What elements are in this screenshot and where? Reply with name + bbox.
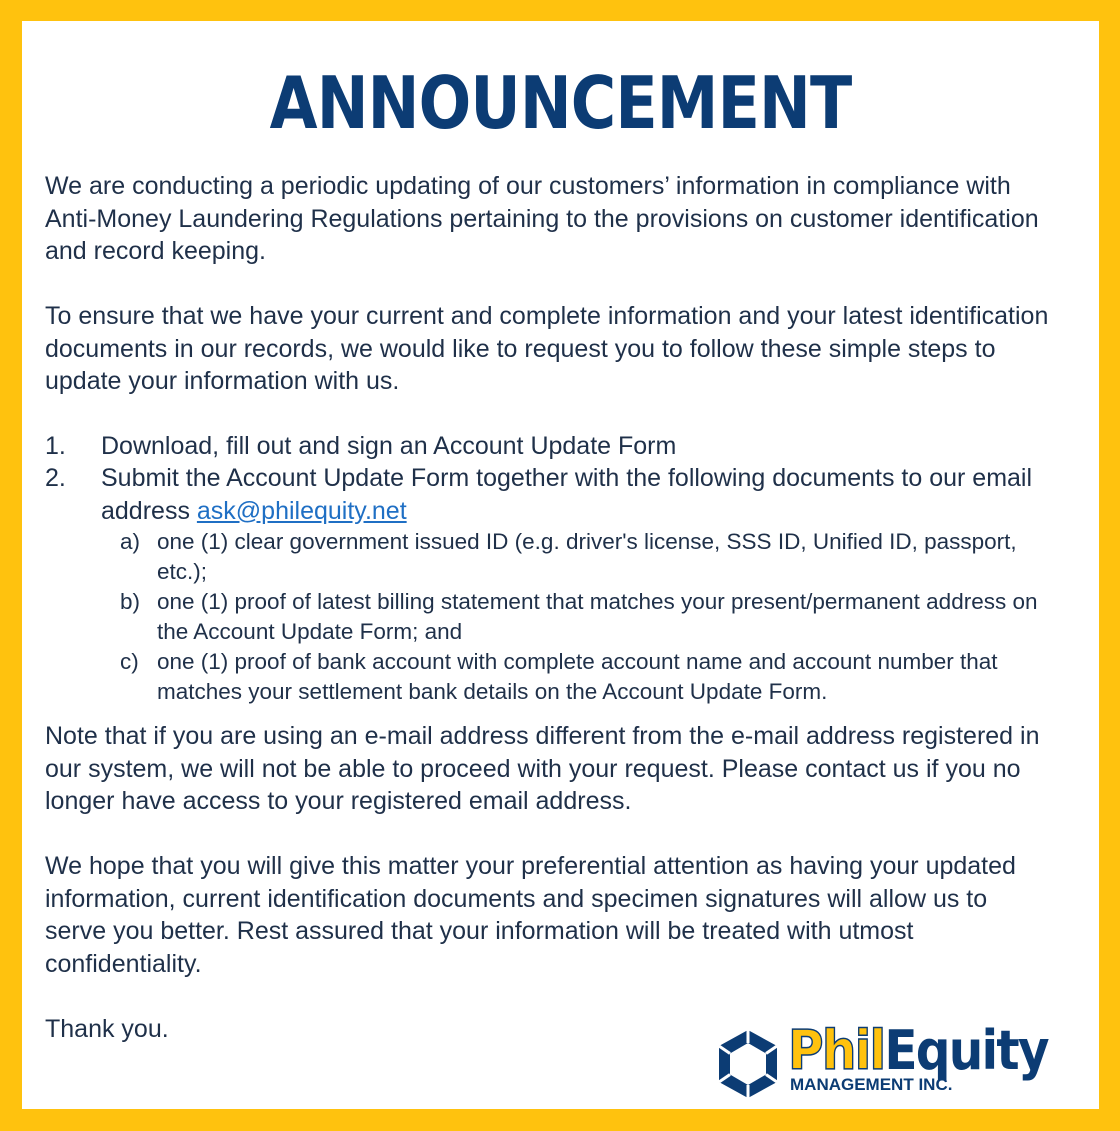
step-number: 2. <box>45 464 66 492</box>
logo-wordmark <box>788 1020 1048 1082</box>
step-text: Download, fill out and sign an Account Update Form <box>101 432 677 460</box>
logo-phil: Phil <box>788 1019 885 1082</box>
closing-paragraph: We hope that you will give this matter your preferential attention as having your updated information, current identification documents and specimen signatures will allow us to serve you better. Rest assured that your information will be treated with utmost confidentiality. <box>45 852 1016 978</box>
email-link[interactable]: ask@philequity.net <box>196 496 407 525</box>
logo-subtitle: MANAGEMENT INC. <box>790 1075 953 1094</box>
document-letter: b) <box>120 589 141 614</box>
announcement-card <box>22 21 1099 1109</box>
thank-you-text: Thank you. <box>45 1015 169 1043</box>
document-text: one (1) proof of bank account with complete account name and account number that matches your settlement bank details on the Account Update Form. <box>157 649 998 704</box>
step-number: 1. <box>45 432 66 460</box>
page-title: ANNOUNCEMENT <box>269 61 852 145</box>
document-letter: c) <box>120 649 139 674</box>
document-text: one (1) clear government issued ID (e.g. driver's license, SSS ID, Unified ID, passport, etc.); <box>157 529 1017 584</box>
note-paragraph: Note that if you are using an e-mail address different from the e-mail address registered in our system, we will not be able to proceed with your request. Please contact us if you no longer have access to your registered email address. <box>45 722 1040 815</box>
document-letter: a) <box>120 529 141 554</box>
hexagon-logo-icon <box>712 1028 784 1100</box>
step-text: Submit the Account Update Form together with the following documents to our email address <box>101 464 1033 525</box>
document-text: one (1) proof of latest billing statement that matches your present/permanent address on the Account Update Form; and <box>157 589 1038 644</box>
logo-equity: Equity <box>884 1019 1048 1082</box>
request-paragraph: To ensure that we have your current and complete information and your latest identification documents in our records, we would like to request you to follow these simple steps to update your information with us. <box>45 302 1049 395</box>
intro-paragraph: We are conducting a periodic updating of our customers’ information in compliance with Anti-Money Laundering Regulations pertaining to the provisions on customer identification and record keeping. <box>45 172 1039 265</box>
philequity-logo <box>712 1019 1082 1106</box>
step-text-container <box>101 462 1061 527</box>
